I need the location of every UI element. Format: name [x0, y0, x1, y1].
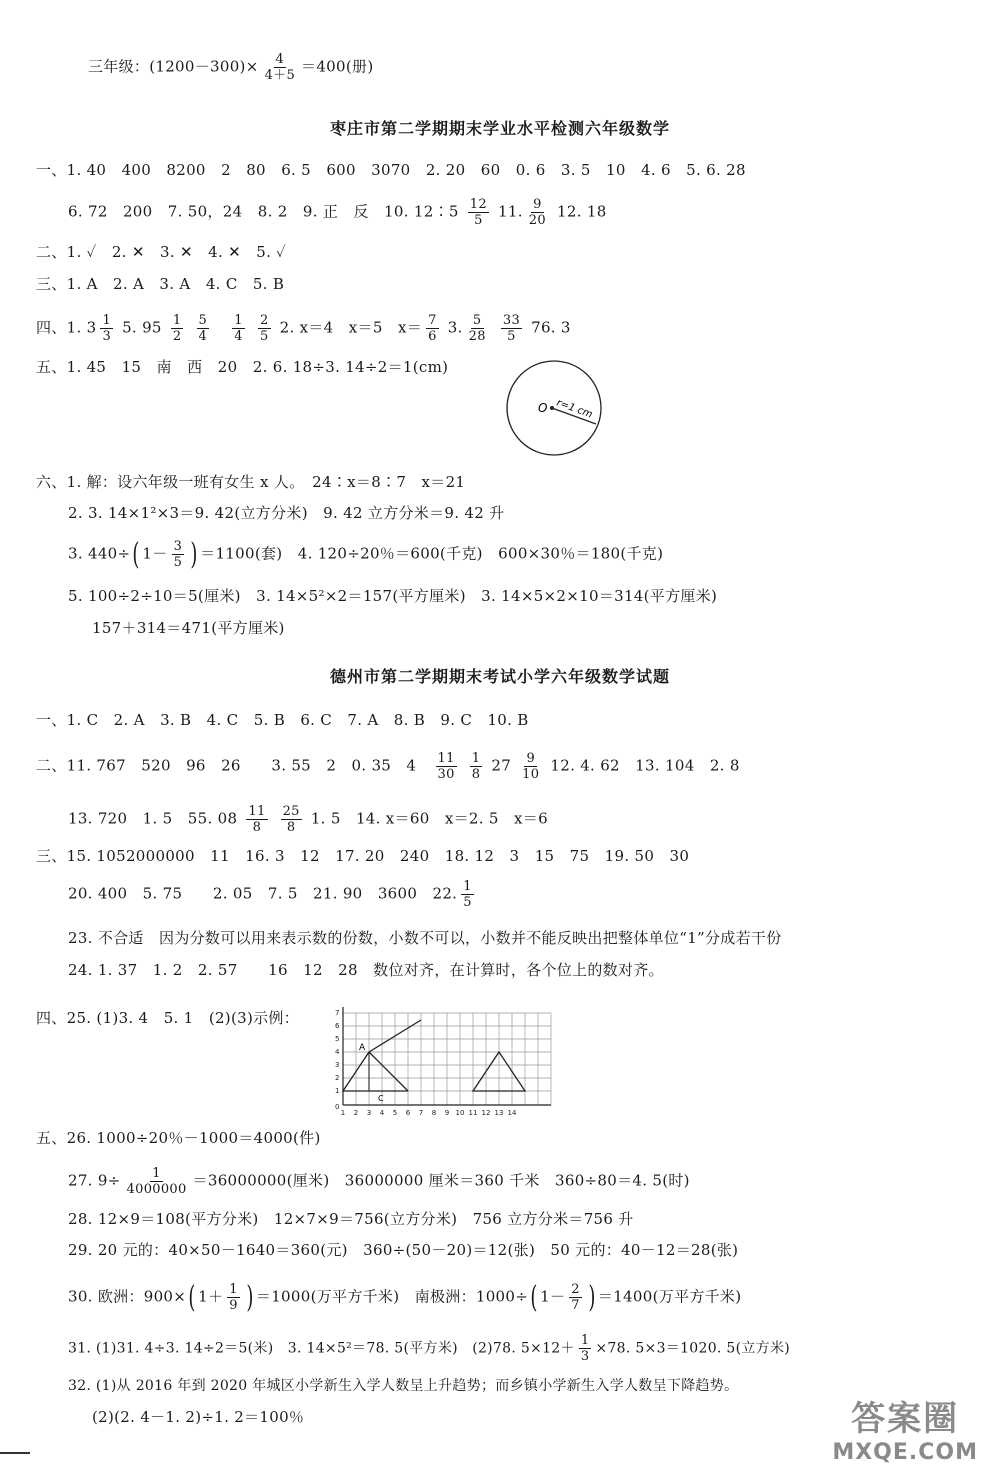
numerator: 1	[234, 313, 243, 328]
x-tick: 14	[507, 1109, 517, 1117]
fraction	[258, 313, 271, 344]
numerator: 12	[469, 197, 487, 212]
answer-line: (2)(2. 4－1. 2)÷1. 2＝100％	[92, 1408, 305, 1426]
answer-line	[68, 804, 548, 835]
denominator: 2	[172, 329, 182, 344]
answer-line: 一、1. C 2. A 3. B 4. C 5. B 6. C 7. A 8. B 9. C 10. B	[36, 711, 529, 729]
numerator: 1	[152, 1166, 161, 1181]
watermark-logo-text: 答案圈	[851, 1399, 960, 1439]
denominator: 5	[507, 329, 516, 344]
text: 3.	[447, 318, 463, 337]
denominator: 6	[428, 329, 437, 344]
answer-line	[68, 197, 607, 228]
paren: (	[132, 536, 141, 572]
section-title-zaozhuang: 枣庄市第二学期期末学业水平检测六年级数学	[329, 119, 670, 138]
answer-line: 二、1. ✓ 2. ✕ 3. ✕ 4. ✕ 5. ✓	[36, 243, 287, 261]
numerator: 11	[248, 804, 266, 819]
x-tick: 3	[366, 1109, 372, 1117]
text: 1－	[540, 1287, 566, 1306]
watermark	[832, 1391, 978, 1465]
answer-line: 2. 3. 14×1²×3＝9. 42(立方分米) 9. 42 立方分米＝9. 42 升	[68, 504, 505, 522]
text: 76. 3	[531, 318, 571, 337]
paren: (	[188, 1279, 196, 1315]
numerator: 9	[533, 197, 542, 212]
text: ×78. 5×3＝1020. 5(立方米)	[595, 1340, 791, 1357]
y-tick: 0	[335, 1103, 340, 1111]
text: 二、11. 767 520 96 26 3. 55 2 0. 35 4	[36, 756, 417, 775]
numerator: 33	[502, 313, 521, 328]
denominator: 7	[571, 1298, 580, 1313]
denominator: 8	[252, 820, 262, 835]
denominator: 4＋5	[264, 68, 296, 83]
text: 2. x＝4 x＝5 x＝	[279, 318, 423, 337]
y-tick: 5	[335, 1035, 340, 1043]
point-c-label: C	[378, 1094, 384, 1103]
y-tick: 4	[335, 1048, 340, 1056]
text: 1－	[142, 544, 168, 563]
numerator: 1	[172, 313, 182, 328]
text: 13. 720 1. 5 55. 08	[68, 809, 238, 828]
denominator: 30	[437, 767, 455, 782]
text: 四、1. 3	[36, 318, 97, 337]
x-tick: 8	[431, 1109, 437, 1117]
denominator: 5	[173, 555, 183, 570]
circle-diagram	[500, 358, 610, 458]
paren: )	[588, 1279, 596, 1315]
x-tick: 10	[455, 1109, 465, 1117]
fraction	[171, 313, 184, 344]
numerator: 2	[571, 1282, 580, 1297]
text: 27	[491, 756, 512, 775]
answer-line	[68, 536, 664, 572]
text: ＝1000(万平方千米) 南极洲：1000÷	[255, 1287, 529, 1306]
text: 1. 5 14. x＝60 x＝2. 5 x＝6	[310, 809, 548, 828]
text: 11.	[498, 202, 523, 221]
answer-line: 23. 不合适 因为分数可以用来表示数的份数，小数不可以，小数并不能反映出把整体单位“1”分成若干份	[68, 929, 782, 947]
fraction	[172, 539, 185, 570]
x-tick: 7	[418, 1109, 424, 1117]
fraction	[263, 52, 297, 83]
y-tick: 6	[335, 1022, 340, 1030]
text: 3. 440÷	[68, 544, 131, 563]
denominator: 5	[259, 329, 269, 344]
numerator: 1	[229, 1282, 238, 1297]
y-tick: 3	[335, 1061, 340, 1069]
y-tick: 1	[335, 1087, 340, 1095]
answer-line: 29. 20 元的：40×50－1640＝360(元) 360÷(50－20)＝12(张) 50 元的：40－12＝28(张)	[68, 1241, 739, 1259]
fraction	[246, 804, 267, 835]
triangle-left-side	[369, 1052, 408, 1091]
center-label: O	[538, 401, 548, 415]
answer-line	[68, 1166, 690, 1197]
numerator: 1	[471, 751, 481, 766]
answer-line	[68, 1333, 790, 1364]
fraction	[426, 313, 439, 344]
answer-line: 157＋314＝471(平方厘米)	[92, 619, 285, 637]
fraction	[461, 879, 474, 910]
denominator: 20	[528, 213, 546, 228]
watermark-url: MXQE.COM	[832, 1440, 978, 1465]
text: 31. (1)31. 4÷3. 14÷2＝5(米) 3. 14×5²＝78. 5(平方米) (2)78. 5×12＋	[68, 1340, 575, 1357]
fraction	[232, 313, 245, 344]
fraction	[197, 313, 210, 344]
fraction	[227, 1282, 240, 1313]
numerator: 9	[526, 751, 536, 766]
fraction	[467, 313, 488, 344]
x-tick: 5	[392, 1109, 398, 1117]
denominator: 3	[580, 1349, 590, 1364]
denominator: 8	[286, 820, 296, 835]
denominator: 8	[471, 767, 481, 782]
x-tick: 9	[444, 1109, 450, 1117]
answer-line: 5. 100÷2÷10＝5(厘米) 3. 14×5²×2＝157(平方厘米) 3. 14×5×2×10＝314(平方厘米)	[68, 587, 718, 605]
answer-line: 28. 12×9＝108(平方分米) 12×7×9＝756(立方分米) 756 立方分米＝756 升	[68, 1210, 634, 1228]
x-tick: 11	[468, 1109, 478, 1117]
denominator: 9	[229, 1298, 238, 1313]
fraction	[100, 313, 113, 344]
x-tick: 12	[481, 1109, 491, 1117]
x-tick: 4	[379, 1109, 385, 1117]
denominator: 4	[234, 329, 243, 344]
paren: (	[530, 1279, 538, 1315]
paren: )	[246, 1279, 254, 1315]
y-tick: 7	[335, 1009, 340, 1017]
answer-line: 一、1. 40 400 8200 2 80 6. 5 600 3070 2. 20 60 0. 6 3. 5 10 4. 6 5. 6. 28	[36, 161, 746, 179]
numerator: 11	[437, 751, 455, 766]
top-line	[88, 52, 373, 83]
denominator: 3	[102, 329, 112, 344]
fraction	[470, 751, 483, 782]
text: 20. 400 5. 75 2. 05 7. 5 21. 90 3600 22.	[68, 884, 458, 903]
denominator: 5	[474, 213, 483, 228]
answer-line: 五、1. 45 15 南 西 20 2. 6. 18÷3. 14÷2＝1(cm)	[36, 358, 449, 376]
answer-line	[68, 879, 478, 910]
text: 三年级：(1200－300)×	[88, 57, 259, 76]
numerator: 4	[275, 52, 285, 67]
text: 1＋	[198, 1287, 224, 1306]
numerator: 5	[198, 313, 208, 328]
answer-line: 三、15. 1052000000 11 16. 3 12 17. 20 240 18. 12 3 15 75 19. 50 30	[36, 847, 690, 865]
denominator: 28	[468, 329, 486, 344]
radius-label: r=1 cm	[554, 397, 594, 421]
paren: )	[190, 536, 198, 572]
fraction	[569, 1282, 582, 1313]
fraction	[520, 751, 541, 782]
answer-line: 五、26. 1000÷20％－1000＝4000(件)	[36, 1129, 321, 1147]
answer-line: 24. 1. 37 1. 2 2. 57 16 12 28 数位对齐，在计算时，各个位上的数对齐。	[68, 961, 664, 979]
text: 12. 18	[557, 202, 607, 221]
numerator: 3	[173, 539, 183, 554]
numerator: 1	[102, 313, 112, 328]
numerator: 2	[259, 313, 269, 328]
answer-line: 六、1. 解：设六年级一班有女生 x 人。 24∶x＝8∶7 x＝21	[36, 473, 466, 491]
answer-line: 三、1. A 2. A 3. A 4. C 5. B	[36, 275, 285, 293]
y-tick: 2	[335, 1074, 340, 1082]
numerator: 25	[282, 804, 300, 819]
denominator: 10	[522, 767, 540, 782]
text: 30. 欧洲：900×	[68, 1287, 187, 1306]
text: 27. 9÷	[68, 1171, 121, 1190]
answer-line	[36, 751, 740, 782]
x-tick: 6	[405, 1109, 411, 1117]
numerator: 1	[463, 879, 472, 894]
x-tick: 2	[353, 1109, 359, 1117]
denominator: 5	[463, 895, 472, 910]
fraction	[468, 197, 489, 228]
answer-line	[36, 313, 571, 344]
y-tick-labels	[335, 1009, 340, 1111]
answer-line: 32. (1)从 2016 年到 2020 年城区小学新生入学人数呈上升趋势；而乡镇小学新生入学人数呈下降趋势。	[68, 1378, 739, 1394]
numerator: 5	[472, 313, 482, 328]
numerator: 7	[428, 313, 437, 328]
grid-diagram	[325, 1005, 560, 1120]
section-title-dezhou: 德州市第二学期期末考试小学六年级数学试题	[329, 667, 670, 686]
fraction	[501, 313, 522, 344]
text: ＝400(册)	[301, 57, 374, 76]
x-tick-labels	[341, 1109, 517, 1117]
footer-rule	[0, 1452, 30, 1454]
text: ＝1100(套) 4. 120÷20％＝600(千克) 600×30％＝180(千克)	[200, 544, 664, 563]
text: 6. 72 200 7. 50，24 8. 2 9. 正 反 10. 12∶5	[68, 202, 459, 221]
numerator: 1	[580, 1333, 590, 1348]
text: 12. 4. 62 13. 104 2. 8	[550, 756, 740, 775]
fraction	[527, 197, 548, 228]
fraction	[436, 751, 457, 782]
text: 5. 95	[122, 318, 162, 337]
text: ＝36000000(厘米) 36000000 厘米＝360 千米 360÷80＝4. 5(时)	[192, 1171, 690, 1190]
fraction	[579, 1333, 592, 1364]
answer-line: 四、25. (1)3. 4 5. 1 (2)(3)示例：	[36, 1009, 300, 1027]
answer-line	[68, 1279, 742, 1315]
fraction	[281, 804, 302, 835]
point-a-label: A	[359, 1043, 366, 1053]
denominator: 4000000	[126, 1182, 187, 1197]
x-tick: 1	[340, 1109, 346, 1117]
x-tick: 13	[494, 1109, 504, 1117]
denominator: 4	[198, 329, 208, 344]
text: ＝1400(万平方千米)	[597, 1287, 742, 1306]
fraction	[125, 1166, 189, 1197]
